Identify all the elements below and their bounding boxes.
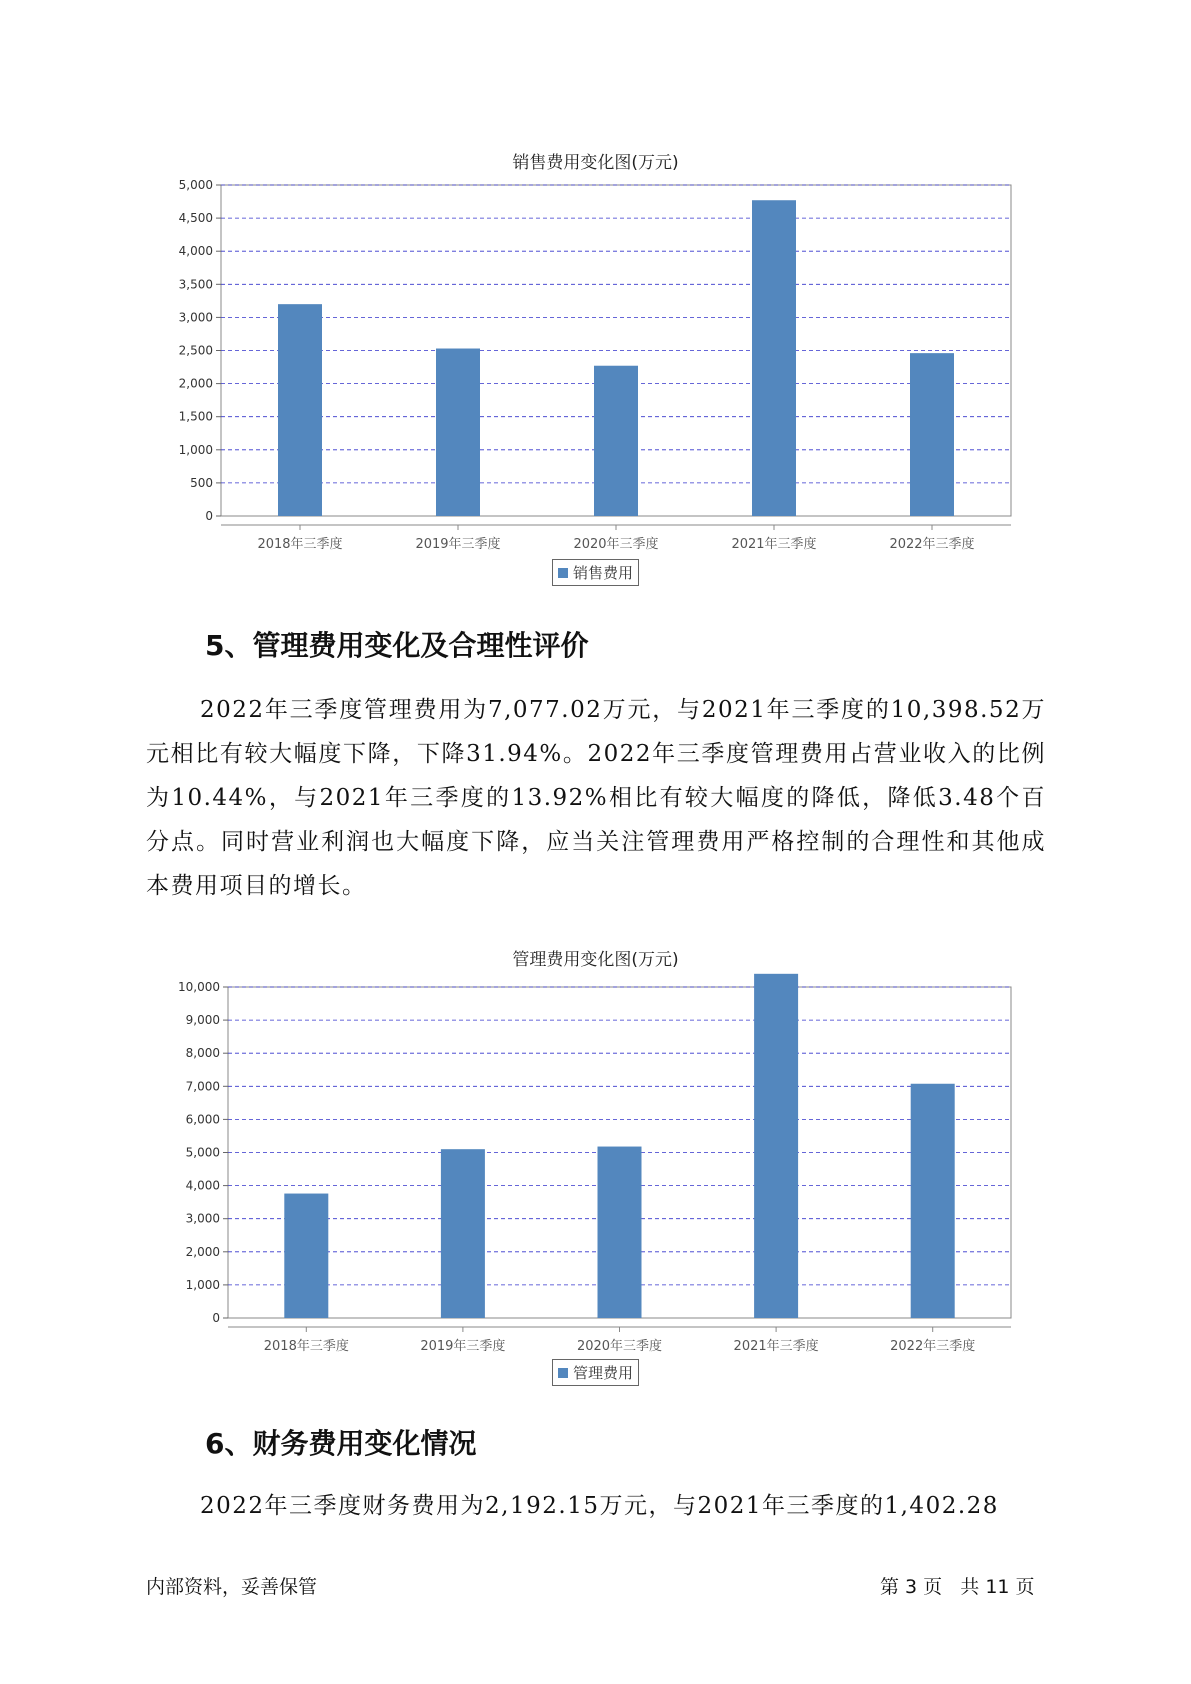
x-tick-label: 2018年三季度 xyxy=(257,537,343,552)
chart1-legend xyxy=(0,559,1191,586)
y-tick-label: 1,500 xyxy=(178,409,213,424)
bar xyxy=(752,200,796,516)
bar xyxy=(910,353,954,516)
legend-swatch-icon xyxy=(558,1368,568,1378)
sales-expense-chart xyxy=(0,160,1191,690)
y-tick-label: 4,000 xyxy=(185,1178,220,1193)
y-tick-label: 3,500 xyxy=(178,277,213,292)
x-tick-label: 2019年三季度 xyxy=(415,537,501,552)
y-tick-label: 3,000 xyxy=(178,310,213,325)
footer-confidential-note: 内部资料，妥善保管 xyxy=(146,1576,318,1598)
y-tick-label: 2,500 xyxy=(178,343,213,358)
bar xyxy=(436,349,480,516)
section5-heading: 5、管理费用变化及合理性评价 xyxy=(205,629,589,662)
x-tick-label: 2019年三季度 xyxy=(420,1339,506,1354)
bar xyxy=(911,1084,955,1318)
y-tick-label: 2,000 xyxy=(178,376,213,391)
y-tick-label: 1,000 xyxy=(178,442,213,457)
legend-swatch-icon xyxy=(558,568,568,578)
y-tick-label: 8,000 xyxy=(185,1046,220,1061)
bar xyxy=(284,1194,328,1318)
y-tick-label: 4,500 xyxy=(178,211,213,226)
y-tick-label: 1,000 xyxy=(185,1277,220,1292)
y-tick-label: 0 xyxy=(205,509,213,523)
bar xyxy=(594,366,638,516)
y-tick-label: 5,000 xyxy=(185,1145,220,1160)
chart1-title: 销售费用变化图(万元) xyxy=(512,153,679,173)
bar xyxy=(441,1149,485,1318)
y-tick-label: 7,000 xyxy=(185,1079,220,1094)
bar xyxy=(754,974,798,1318)
y-tick-label: 9,000 xyxy=(185,1013,220,1028)
bar xyxy=(278,304,322,516)
chart2-legend-label: 管理费用 xyxy=(572,1364,633,1382)
x-tick-label: 2018年三季度 xyxy=(263,1339,349,1354)
x-tick-label: 2022年三季度 xyxy=(889,537,975,552)
y-tick-label: 6,000 xyxy=(185,1112,220,1127)
y-tick-label: 5,000 xyxy=(178,178,213,192)
chart1-legend-label: 销售费用 xyxy=(572,564,633,582)
x-tick-label: 2020年三季度 xyxy=(576,1339,663,1354)
footer-page-number: 第 3 页 共 11 页 xyxy=(880,1576,1035,1598)
chart2-title: 管理费用变化图(万元) xyxy=(512,950,679,970)
y-tick-label: 10,000 xyxy=(178,980,220,994)
section5-paragraph: 2022年三季度管理费用为7,077.02万元，与2021年三季度的10,398.52万元相比有较大幅度下降，下降31.94%。2022年三季度管理费用占营业收入的比例为10.44%，与2021年三季度的13.92%相比有较大幅度的降低，降低3.48个百分点。同时营业利润也大幅度下降，应当关注管理费用严格控制的合理性和其他成本费用项目的增长。 xyxy=(146,697,1046,899)
y-tick-label: 3,000 xyxy=(185,1211,220,1226)
x-tick-label: 2020年三季度 xyxy=(573,537,659,552)
x-tick-label: 2021年三季度 xyxy=(733,1339,819,1354)
admin-expense-chart xyxy=(0,960,1191,1360)
x-tick-label: 2021年三季度 xyxy=(731,537,817,552)
x-tick-label: 2022年三季度 xyxy=(890,1339,976,1354)
bar xyxy=(598,1147,642,1318)
section6-paragraph: 2022年三季度财务费用为2,192.15万元，与2021年三季度的1,402.28 xyxy=(200,1493,999,1519)
y-tick-label: 500 xyxy=(190,475,213,490)
section6-heading: 6、财务费用变化情况 xyxy=(205,1427,477,1460)
y-tick-label: 0 xyxy=(212,1311,220,1325)
y-tick-label: 4,000 xyxy=(178,244,213,259)
chart2-legend xyxy=(0,1359,1191,1386)
y-tick-label: 2,000 xyxy=(185,1244,220,1259)
